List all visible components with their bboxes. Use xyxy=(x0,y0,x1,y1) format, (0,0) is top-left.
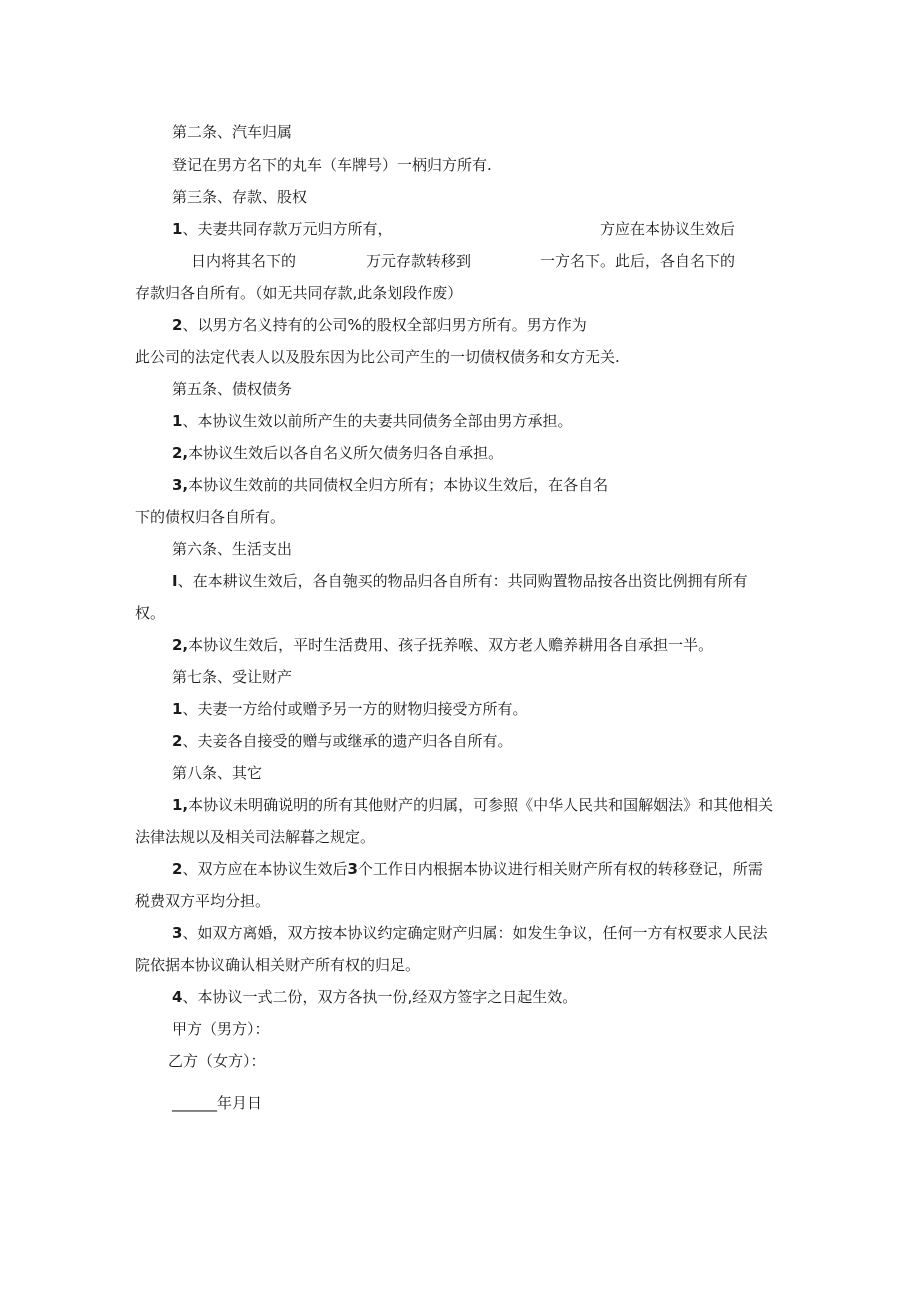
article-7-item-1 xyxy=(172,699,527,719)
item-text: 本协议生效后，平时生活费用、孩子抚养喉、双方老人赡养耕用各自承担一半。 xyxy=(188,636,714,654)
article-3-heading: 第三条、存款、股权 xyxy=(172,188,308,206)
article-3-item-1-line-1-right: 方应在本协议生效后 xyxy=(600,220,736,238)
item-number: 1, xyxy=(172,796,189,814)
article-6-item-1-line-2: 权。 xyxy=(135,604,166,622)
article-3-item-1-line-2-part-2: 万元存款转移到 xyxy=(366,252,472,270)
article-8-item-1-line-2: 法律法规以及相关司法解暮之规定。 xyxy=(135,828,376,846)
article-8-item-3-line-2: 院依据本协议确认相关财产所有权的归足。 xyxy=(135,956,421,974)
item-text: 本协议未明确说明的所有其他财产的归属，可参照《中华人民共和国解姻法》和其他相关 xyxy=(188,796,774,814)
article-5-item-1 xyxy=(172,411,572,431)
item-text: 本协议生效后以各自名义所欠债务归各自承担。 xyxy=(188,444,504,462)
article-6-item-2 xyxy=(172,635,713,655)
item-text: 、夫妾各自接受的赠与或继承的遗产归各自所有。 xyxy=(182,732,513,750)
item-text: 、夫妻一方给付或赠予另一方的财物归接受方所有。 xyxy=(182,700,528,718)
article-6-heading: 第六条、生活支出 xyxy=(172,540,293,558)
article-5-item-3-line-1 xyxy=(172,475,608,495)
article-6-item-1-line-1 xyxy=(172,571,748,591)
item-number: 2 xyxy=(172,860,183,878)
item-number: 1 xyxy=(172,220,183,238)
article-2-heading: 第二条、汽车归属 xyxy=(172,123,293,141)
article-3-item-1-line-2-part-3: 一方名下。此后，各自名下的 xyxy=(540,252,736,270)
article-7-heading: 第七条、受让财产 xyxy=(172,668,293,686)
workday-count: 3 xyxy=(347,860,358,878)
item-text: 、夫妻共同存款万元归方所有， xyxy=(182,220,393,238)
item-text: 、本协议一式二份，双方各执一份,经双方签字之日起生效。 xyxy=(182,988,578,1006)
article-3-item-1-line-2-part-1: 日内将其名下的 xyxy=(191,252,297,270)
article-3-item-2-line-1 xyxy=(172,315,587,335)
article-8-item-2-line-1 xyxy=(172,859,763,879)
article-5-heading: 第五条、债权债务 xyxy=(172,380,293,398)
item-number: 1 xyxy=(172,700,183,718)
item-number: 2, xyxy=(172,444,189,462)
article-8-item-3-line-1 xyxy=(172,923,767,943)
article-8-heading: 第八条、其它 xyxy=(172,764,263,782)
article-3-item-1-line-3: 存款归各自所有。（如无共同存款,此条划段作废） xyxy=(135,284,463,302)
item-number: 1 xyxy=(172,412,183,430)
article-3-item-2-line-2: 此公司的法定代表人以及股东因为比公司产生的一切债权债务和女方无关. xyxy=(135,348,620,366)
article-8-item-1-line-1 xyxy=(172,795,773,815)
item-number: I xyxy=(172,572,178,590)
item-number: 2 xyxy=(172,732,183,750)
article-8-item-2-line-2: 税费双方平均分担。 xyxy=(135,892,271,910)
item-number: 3 xyxy=(172,924,183,942)
item-text: 、本协议生效以前所产生的夫妻共同债务全部由男方承担。 xyxy=(182,412,573,430)
item-number: 3, xyxy=(172,476,189,494)
item-number: 4 xyxy=(172,988,183,1006)
item-text: 、双方应在本协议生效后 xyxy=(182,860,348,878)
article-3-item-1-line-1 xyxy=(172,219,392,239)
signing-date: ______年月日 xyxy=(172,1094,263,1112)
party-b-signature-label: 乙方（女方）： xyxy=(168,1052,266,1070)
item-text: 、如双方离婚，双方按本协议约定确定财产归属：如发生争议，任何一方有权要求人民法 xyxy=(182,924,768,942)
item-text: 、在本耕议生效后，各自匏买的物品归各自所有：共同购置物品按各出资比例拥有所有 xyxy=(177,572,748,590)
article-7-item-2 xyxy=(172,731,512,751)
item-number: 2 xyxy=(172,316,183,334)
item-text: 本协议生效前的共同债权全归方所有；本协议生效后，在各自名 xyxy=(188,476,609,494)
party-a-signature-label: 甲方（男方）： xyxy=(172,1020,270,1038)
article-8-item-4 xyxy=(172,987,577,1007)
item-text: 、以男方名义持有的公司%的股权全部归男方所有。男方作为 xyxy=(182,316,587,334)
article-2-clause: 登记在男方名下的丸车（车牌号）一柄归方所有. xyxy=(172,156,492,174)
article-5-item-3-line-2: 下的债权归各自所有。 xyxy=(135,508,286,526)
item-number: 2, xyxy=(172,636,189,654)
item-text-continued: 个工作日内根据本协议进行相关财产所有权的转移登记，所需 xyxy=(357,860,763,878)
article-5-item-2 xyxy=(172,443,503,463)
